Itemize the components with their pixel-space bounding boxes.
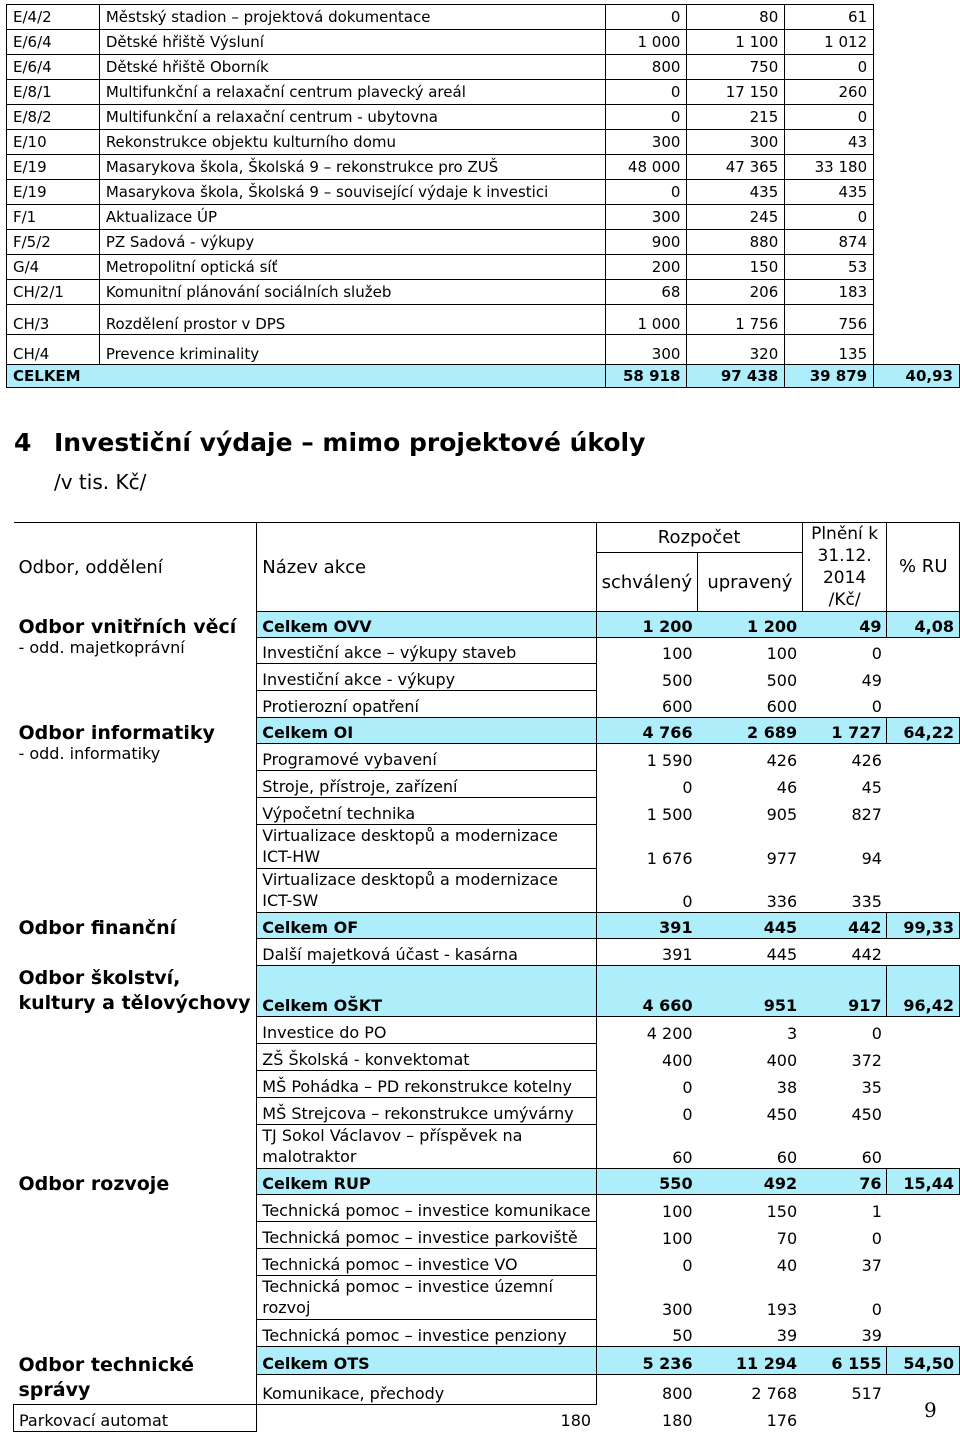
actual-spent: 53 — [785, 255, 874, 280]
empty-cell — [887, 1071, 960, 1098]
table-row — [14, 1195, 960, 1222]
item-name: Investiční akce – výkupy staveb — [257, 638, 596, 664]
project-name: PZ Sadová - výkupy — [99, 230, 605, 255]
budget-adjusted: 1 756 — [687, 305, 785, 335]
item-adjusted: 70 — [776, 1228, 798, 1248]
project-code: G/4 — [7, 255, 100, 280]
department-total-adjusted: 1 200 — [698, 612, 803, 638]
total-spent: 39 879 — [785, 365, 874, 388]
item-approved: 400 — [662, 1050, 693, 1070]
department-total-label: Celkem OŠKT — [257, 966, 596, 1017]
header-pct-text: % RU — [898, 556, 948, 577]
empty-cell — [887, 1125, 960, 1169]
budget-approved: 68 — [605, 280, 687, 305]
item-name: ZŠ Školská - konvektomat — [257, 1044, 596, 1071]
empty-cell — [887, 869, 960, 913]
actual-spent: 183 — [785, 280, 874, 305]
department-total-approved: 391 — [596, 913, 698, 939]
actual-spent: 756 — [785, 305, 874, 335]
header-pct — [887, 523, 960, 612]
table-row — [7, 335, 960, 365]
empty-cell — [874, 305, 960, 335]
budget-approved: 300 — [605, 205, 687, 230]
empty-cell — [874, 155, 960, 180]
table-row — [7, 30, 960, 55]
budget-approved: 900 — [605, 230, 687, 255]
project-name: Dětské hřiště Výsluní — [99, 30, 605, 55]
table-row — [7, 155, 960, 180]
budget-adjusted: 80 — [687, 5, 785, 30]
budget-adjusted: 47 365 — [687, 155, 785, 180]
table-header-row — [14, 523, 960, 553]
item-adjusted: 977 — [766, 848, 798, 868]
budget-approved: 800 — [605, 55, 687, 80]
empty-cell — [874, 205, 960, 230]
budget-adjusted: 320 — [687, 335, 785, 365]
department-total-approved: 1 200 — [596, 612, 698, 638]
project-code: E/8/2 — [7, 105, 100, 130]
budget-approved: 0 — [605, 80, 687, 105]
empty-cell — [887, 771, 960, 798]
project-name: Komunitní plánování sociálních služeb — [99, 280, 605, 305]
table-row — [14, 638, 960, 664]
item-name: Další majetková účast - kasárna — [257, 939, 596, 966]
item-spent: 0 — [871, 1228, 882, 1248]
department-total-label: Celkem OI — [257, 718, 596, 744]
item-adjusted: 400 — [766, 1050, 798, 1070]
total-label: CELKEM — [7, 365, 606, 388]
department-total-spent: 1 727 — [802, 718, 887, 744]
page-number: 9 — [924, 1398, 937, 1422]
section-number: 4 — [14, 428, 32, 457]
item-adjusted: 336 — [766, 892, 798, 911]
item-name: Investiční akce - výkupy — [257, 664, 596, 691]
project-code: F/1 — [7, 205, 100, 230]
item-adjusted: 600 — [766, 697, 798, 716]
item-name: MŠ Strejcova – rekonstrukce umývárny — [257, 1098, 596, 1125]
item-spent: 60 — [861, 1148, 882, 1167]
department-total-approved: 4 660 — [596, 966, 698, 1017]
budget-adjusted: 215 — [687, 105, 785, 130]
item-spent: 94 — [861, 848, 882, 868]
item-name: Virtualizace desktopů a modernizace ICT-HW — [257, 825, 596, 869]
item-name: Komunikace, přechody — [257, 1375, 596, 1404]
department-total-row — [14, 1169, 960, 1195]
item-spent: 0 — [871, 1299, 882, 1319]
empty-cell — [14, 1195, 257, 1347]
table-row — [7, 105, 960, 130]
project-code: E/19 — [7, 180, 100, 205]
empty-cell — [874, 30, 960, 55]
item-adjusted: 100 — [766, 643, 798, 663]
department-total-adjusted: 951 — [698, 966, 803, 1017]
project-name: Metropolitní optická síť — [99, 255, 605, 280]
item-approved: 0 — [682, 1255, 693, 1275]
empty-cell — [887, 638, 960, 664]
project-name: Dětské hřiště Oborník — [99, 55, 605, 80]
department-total-adjusted: 445 — [698, 913, 803, 939]
investment-expenses-table — [13, 522, 960, 1432]
project-code: E/10 — [7, 130, 100, 155]
item-approved: 300 — [662, 1299, 693, 1319]
budget-adjusted: 435 — [687, 180, 785, 205]
item-name: Investice do PO — [257, 1017, 596, 1044]
department-total-adjusted: 11 294 — [698, 1347, 803, 1375]
actual-spent: 135 — [785, 335, 874, 365]
empty-cell — [887, 1222, 960, 1249]
total-row — [7, 365, 960, 388]
table-row — [14, 1404, 960, 1431]
department-total-percent: 4,08 — [887, 612, 960, 638]
department-total-spent: 76 — [802, 1169, 887, 1195]
project-name: Rozdělení prostor v DPS — [99, 305, 605, 335]
empty-cell — [874, 280, 960, 305]
item-approved: 4 200 — [646, 1023, 693, 1043]
item-approved: 0 — [682, 892, 693, 911]
subdepartment-name: - odd. majetkoprávní — [18, 637, 185, 657]
project-code: E/6/4 — [7, 30, 100, 55]
department-total-label: Celkem RUP — [257, 1169, 596, 1195]
budget-approved: 0 — [605, 105, 687, 130]
department-total-row — [14, 966, 960, 1017]
item-name: Technická pomoc – investice penziony — [257, 1320, 596, 1347]
total-approved: 58 918 — [605, 365, 687, 388]
table-row — [7, 130, 960, 155]
item-spent: 35 — [861, 1077, 882, 1097]
empty-cell — [14, 939, 257, 966]
department-total-spent: 49 — [802, 612, 887, 638]
total-percent: 40,93 — [874, 365, 960, 388]
item-spent: 37 — [861, 1255, 882, 1275]
department-total-approved: 550 — [596, 1169, 698, 1195]
department-total-percent: 64,22 — [887, 718, 960, 744]
department-total-label: Celkem OVV — [257, 612, 596, 638]
header-rozpocet: Rozpočet — [596, 523, 802, 553]
budget-adjusted: 17 150 — [687, 80, 785, 105]
budget-approved: 1 000 — [605, 30, 687, 55]
item-spent: 372 — [851, 1050, 882, 1070]
item-approved: 50 — [672, 1326, 693, 1345]
item-adjusted: 905 — [766, 804, 798, 824]
department-total-row — [14, 1347, 960, 1375]
department-total-percent: 96,42 — [887, 966, 960, 1017]
item-approved: 1 590 — [646, 750, 693, 770]
item-approved: 600 — [662, 697, 693, 716]
project-code: CH/2/1 — [7, 280, 100, 305]
item-name: Virtualizace desktopů a modernizace ICT-SW — [257, 869, 596, 913]
budget-adjusted: 880 — [687, 230, 785, 255]
item-adjusted: 38 — [776, 1077, 798, 1097]
table-row — [7, 55, 960, 80]
item-spent: 335 — [851, 892, 882, 911]
item-approved: 100 — [662, 1228, 693, 1248]
empty-cell — [887, 939, 960, 966]
item-approved: 500 — [662, 670, 693, 690]
department-total-adjusted: 492 — [698, 1169, 803, 1195]
project-code: CH/3 — [7, 305, 100, 335]
empty-cell — [874, 180, 960, 205]
department-name: Odbor technické správy — [18, 1353, 194, 1401]
section-heading — [14, 428, 645, 457]
project-tasks-table — [6, 4, 960, 388]
project-code: E/19 — [7, 155, 100, 180]
actual-spent: 435 — [785, 180, 874, 205]
empty-cell — [874, 80, 960, 105]
budget-approved: 0 — [605, 5, 687, 30]
project-code: E/8/1 — [7, 80, 100, 105]
department-name: Odbor finanční — [18, 916, 177, 939]
item-approved: 391 — [662, 945, 693, 964]
item-spent: 49 — [861, 670, 882, 690]
actual-spent: 0 — [785, 105, 874, 130]
empty-cell — [874, 255, 960, 280]
department-total-percent: 54,50 — [887, 1347, 960, 1375]
item-adjusted: 445 — [766, 945, 798, 964]
header-nazev: Název akce — [257, 523, 596, 612]
item-spent: 450 — [851, 1104, 882, 1124]
item-adjusted: 40 — [776, 1255, 798, 1275]
item-name: Stroje, přístroje, zařízení — [257, 771, 596, 798]
item-spent: 517 — [851, 1384, 882, 1403]
item-name: Programové vybavení — [257, 744, 596, 771]
item-name: Parkovací automat — [14, 1404, 257, 1431]
department-name: Odbor informatiky — [18, 721, 215, 744]
empty-cell — [887, 691, 960, 718]
item-adjusted: 426 — [766, 750, 798, 770]
total-adjusted: 97 438 — [687, 365, 785, 388]
budget-adjusted: 245 — [687, 205, 785, 230]
item-approved: 100 — [662, 643, 693, 663]
project-name: Aktualizace ÚP — [99, 205, 605, 230]
empty-cell — [887, 1044, 960, 1071]
item-approved: 0 — [682, 777, 693, 797]
empty-cell — [887, 1249, 960, 1276]
item-spent: 0 — [871, 1023, 882, 1043]
empty-cell — [874, 230, 960, 255]
empty-cell — [874, 130, 960, 155]
empty-cell — [887, 1098, 960, 1125]
item-name: MŠ Pohádka – PD rekonstrukce kotelny — [257, 1071, 596, 1098]
table-row — [14, 744, 960, 771]
item-name: TJ Sokol Václavov – příspěvek na malotraktor — [257, 1125, 596, 1169]
department-total-percent: 15,44 — [887, 1169, 960, 1195]
subdepartment-name: - odd. informatiky — [18, 743, 161, 763]
item-approved: 0 — [682, 1104, 693, 1124]
header-schvaleny: schválený — [596, 553, 698, 612]
project-code: F/5/2 — [7, 230, 100, 255]
empty-cell — [887, 825, 960, 869]
item-approved: 60 — [672, 1148, 693, 1167]
item-spent: 827 — [851, 804, 882, 824]
table-row — [14, 939, 960, 966]
header-upraveny: upravený — [698, 553, 803, 612]
empty-cell — [14, 1017, 257, 1169]
actual-spent: 874 — [785, 230, 874, 255]
project-code: CH/4 — [7, 335, 100, 365]
department-total-row — [14, 718, 960, 744]
actual-spent: 260 — [785, 80, 874, 105]
budget-approved: 200 — [605, 255, 687, 280]
budget-approved: 48 000 — [605, 155, 687, 180]
item-spent: 45 — [861, 777, 882, 797]
department-total-spent: 442 — [802, 913, 887, 939]
empty-cell — [874, 335, 960, 365]
empty-cell — [802, 1404, 887, 1431]
table-row — [7, 280, 960, 305]
actual-spent: 0 — [785, 205, 874, 230]
project-name: Rekonstrukce objektu kulturního domu — [99, 130, 605, 155]
section-title: Investiční výdaje – mimo projektové úkoly — [54, 428, 646, 457]
unit-label: /v tis. Kč/ — [54, 470, 147, 494]
item-approved: 100 — [662, 1201, 693, 1221]
header-odbor: Odbor, oddělení — [14, 523, 257, 612]
department-total-label: Celkem OF — [257, 913, 596, 939]
item-spent: 39 — [861, 1326, 882, 1345]
table-row — [7, 180, 960, 205]
item-name: Technická pomoc – investice VO — [257, 1249, 596, 1276]
item-spent: 442 — [851, 945, 882, 964]
table-row — [7, 305, 960, 335]
item-approved: 1 676 — [646, 848, 693, 868]
actual-spent: 0 — [785, 55, 874, 80]
item-name: Technická pomoc – investice parkoviště — [257, 1222, 596, 1249]
empty-cell — [887, 1320, 960, 1347]
empty-cell — [887, 1195, 960, 1222]
department-name: Odbor vnitřních věcí — [18, 615, 237, 638]
budget-adjusted: 206 — [687, 280, 785, 305]
department-total-adjusted: 2 689 — [698, 718, 803, 744]
department-total-label: Celkem OTS — [257, 1347, 596, 1375]
item-name: Technická pomoc – investice územní rozvoj — [257, 1276, 596, 1320]
item-adjusted: 60 — [776, 1148, 798, 1167]
item-spent: 0 — [871, 697, 882, 716]
empty-cell — [874, 55, 960, 80]
item-adjusted: 180 — [662, 1411, 693, 1430]
item-approved: 800 — [662, 1384, 693, 1403]
budget-adjusted: 750 — [687, 55, 785, 80]
department-name: Odbor školství, kultury a tělovýchovy — [18, 966, 251, 1014]
empty-cell — [887, 664, 960, 691]
department-name: Odbor rozvoje — [18, 1172, 170, 1195]
table-row — [7, 205, 960, 230]
item-approved: 0 — [682, 1077, 693, 1097]
empty-cell — [874, 5, 960, 30]
item-spent: 176 — [766, 1411, 798, 1430]
budget-approved: 300 — [605, 335, 687, 365]
empty-cell — [887, 744, 960, 771]
department-total-row — [14, 913, 960, 939]
department-total-spent: 917 — [802, 966, 887, 1017]
actual-spent: 33 180 — [785, 155, 874, 180]
department-total-approved: 4 766 — [596, 718, 698, 744]
empty-cell — [887, 798, 960, 825]
project-name: Prevence kriminality — [99, 335, 605, 365]
project-code: E/6/4 — [7, 55, 100, 80]
item-approved: 180 — [560, 1411, 592, 1430]
department-total-row — [14, 612, 960, 638]
item-spent: 0 — [871, 643, 882, 663]
table-row — [7, 230, 960, 255]
department-total-percent: 99,33 — [887, 913, 960, 939]
item-name: Technická pomoc – investice komunikace — [257, 1195, 596, 1222]
item-adjusted: 46 — [776, 777, 798, 797]
header-plneni: Plnění k 31.12. 2014 /Kč/ — [802, 523, 887, 612]
project-name: Multifunkční a relaxační centrum - ubytovna — [99, 105, 605, 130]
department-total-approved: 5 236 — [596, 1347, 698, 1375]
project-name: Městský stadion – projektová dokumentace — [99, 5, 605, 30]
actual-spent: 43 — [785, 130, 874, 155]
item-adjusted: 2 768 — [751, 1384, 798, 1403]
department-total-spent: 6 155 — [802, 1347, 887, 1375]
item-adjusted: 39 — [776, 1326, 798, 1345]
budget-adjusted: 300 — [687, 130, 785, 155]
item-adjusted: 150 — [766, 1201, 798, 1221]
actual-spent: 1 012 — [785, 30, 874, 55]
budget-adjusted: 150 — [687, 255, 785, 280]
project-name: Masarykova škola, Školská 9 – rekonstrukce pro ZUŠ — [99, 155, 605, 180]
project-name: Masarykova škola, Školská 9 – související výdaje k investici — [99, 180, 605, 205]
project-name: Multifunkční a relaxační centrum plavecký areál — [99, 80, 605, 105]
table-row — [7, 255, 960, 280]
budget-approved: 1 000 — [605, 305, 687, 335]
budget-approved: 300 — [605, 130, 687, 155]
actual-spent: 61 — [785, 5, 874, 30]
empty-cell — [887, 1017, 960, 1044]
item-spent: 426 — [851, 750, 882, 770]
table-row — [14, 1017, 960, 1044]
budget-adjusted: 1 100 — [687, 30, 785, 55]
item-name: Protierozní opatření — [257, 691, 596, 718]
table-row — [7, 80, 960, 105]
item-spent: 1 — [871, 1201, 882, 1221]
budget-approved: 0 — [605, 180, 687, 205]
item-approved: 1 500 — [646, 804, 693, 824]
item-adjusted: 193 — [766, 1299, 798, 1319]
table-row — [7, 5, 960, 30]
item-adjusted: 450 — [766, 1104, 798, 1124]
project-code: E/4/2 — [7, 5, 100, 30]
item-adjusted: 500 — [766, 670, 798, 690]
empty-cell — [887, 1276, 960, 1320]
empty-cell — [874, 105, 960, 130]
item-name: Výpočetní technika — [257, 798, 596, 825]
item-adjusted: 3 — [786, 1023, 798, 1043]
